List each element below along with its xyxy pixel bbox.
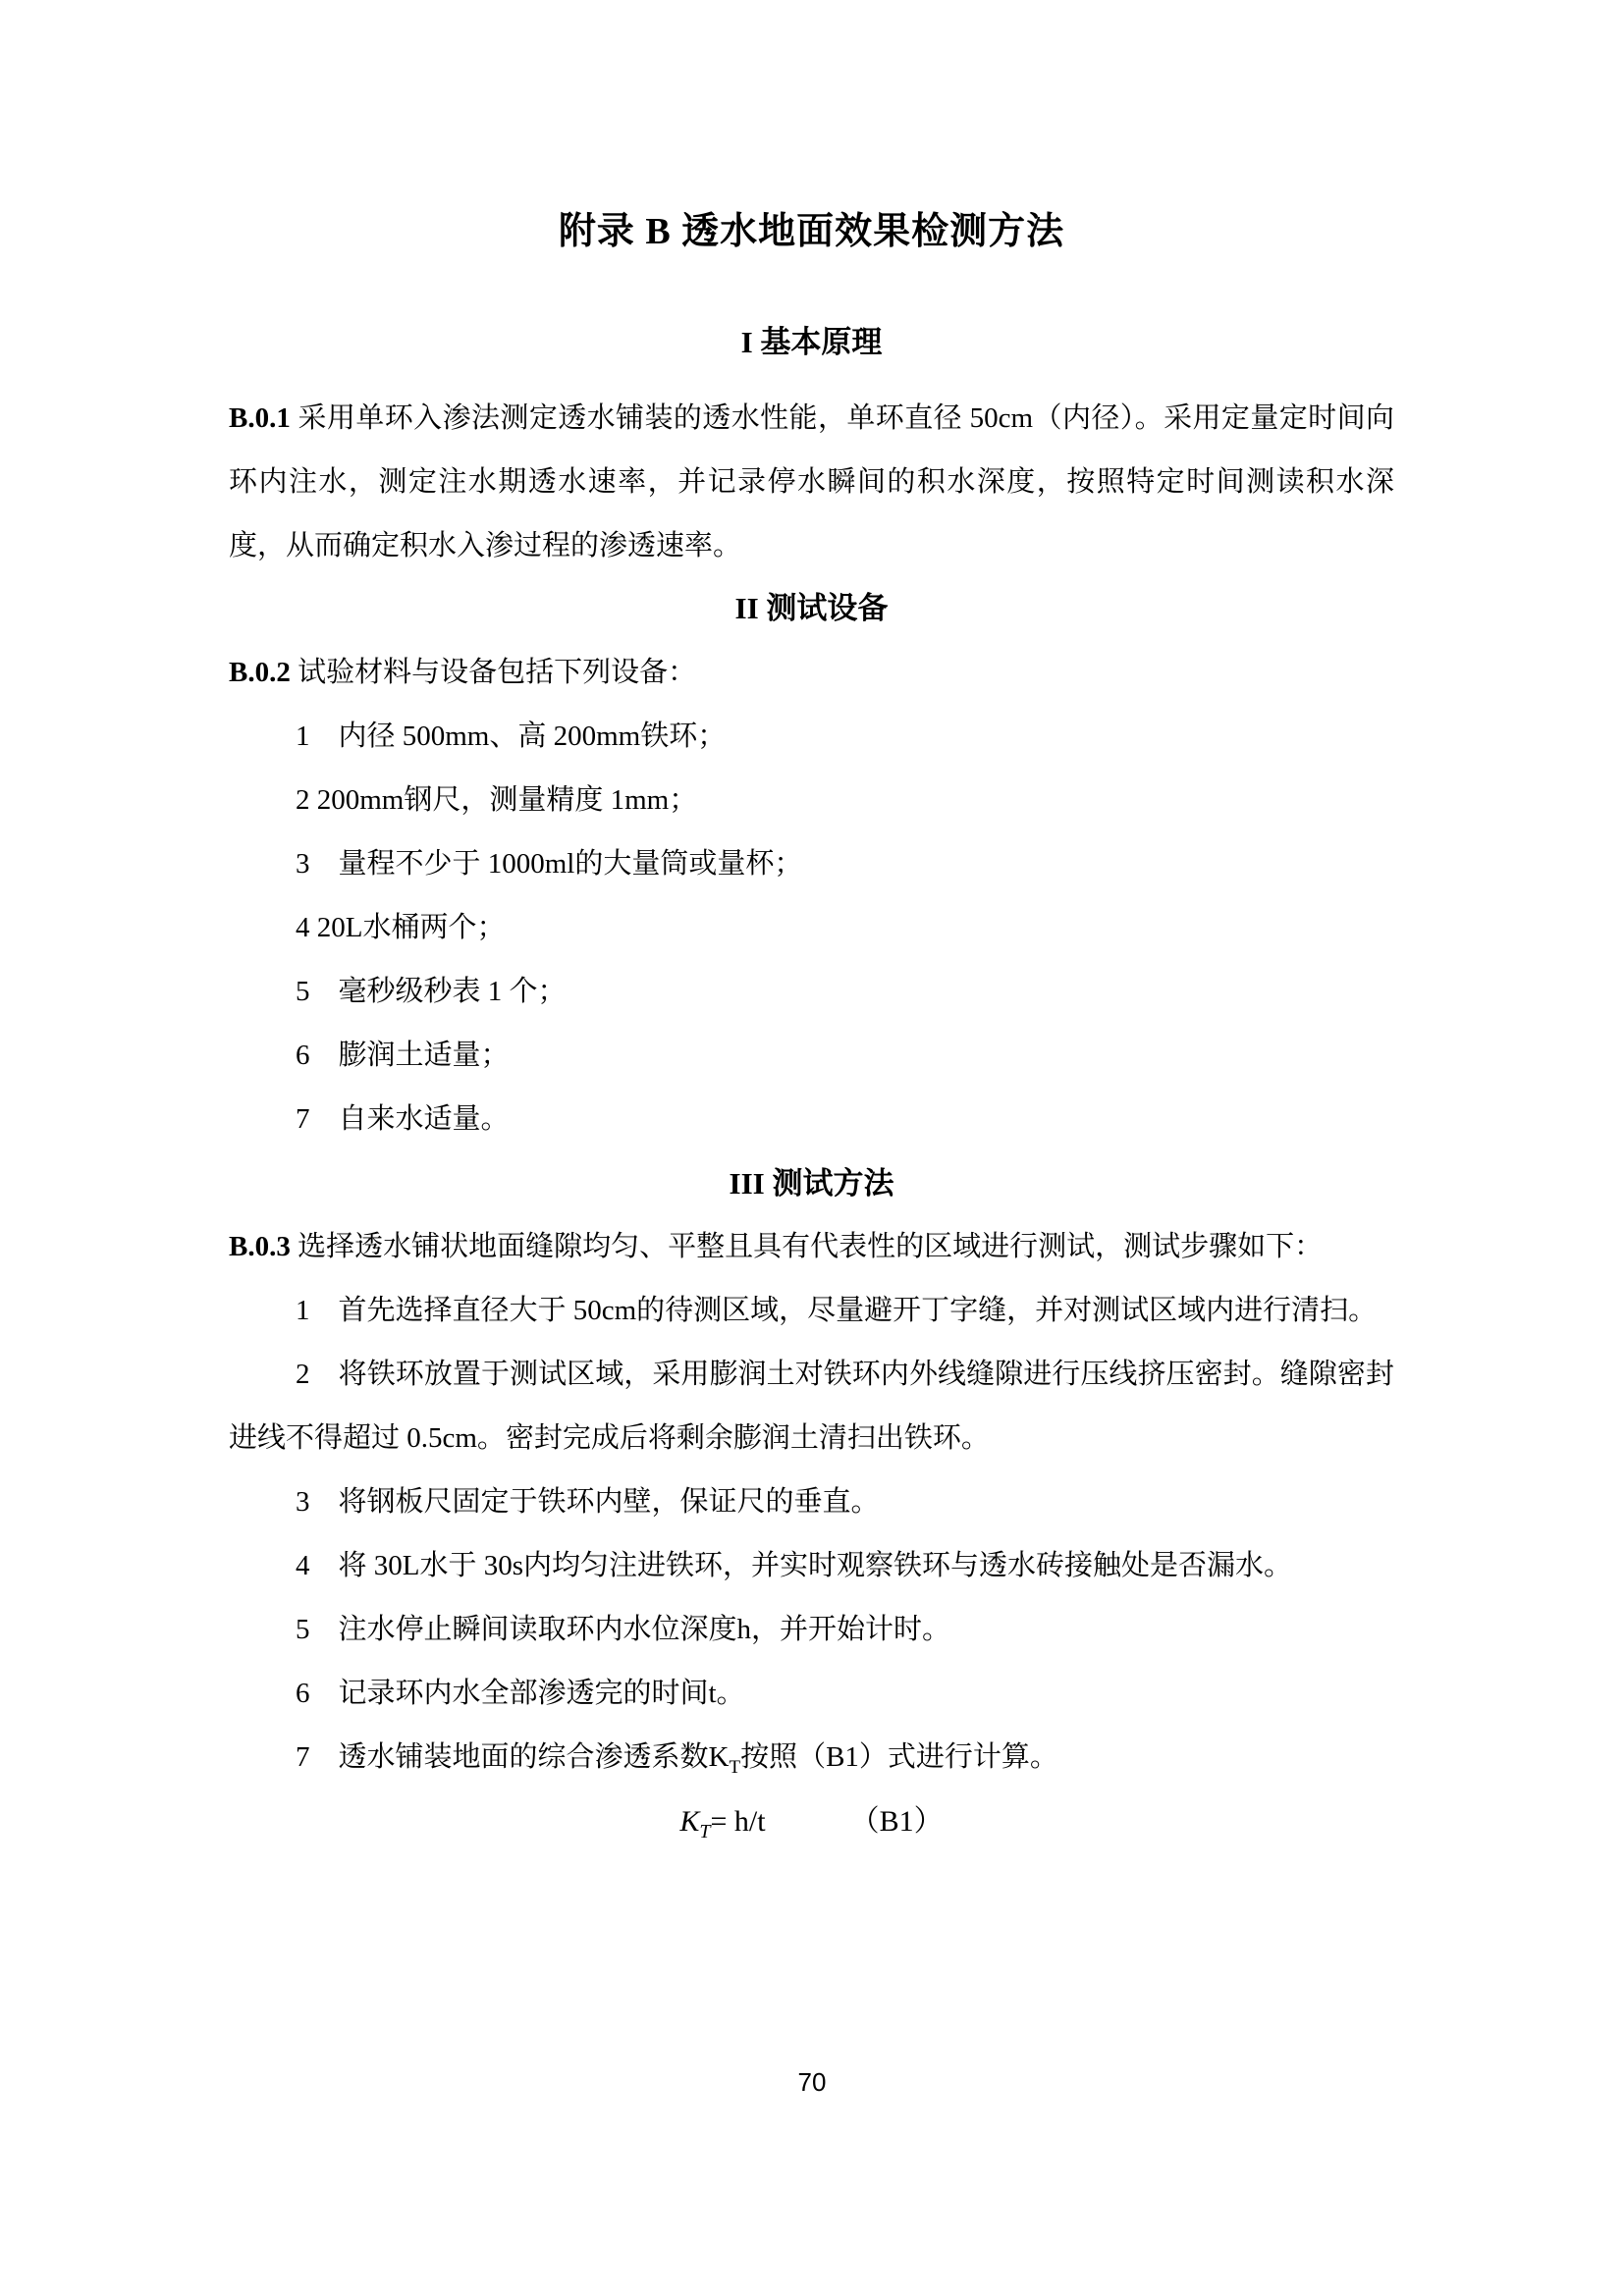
page-number: 70	[797, 2067, 827, 2097]
section-heading-test-method: III 测试方法	[729, 1166, 894, 1201]
method-step-3: 3 将钢板尺固定于铁环内壁，保证尺的垂直。	[296, 1486, 880, 1518]
clause-b02-label: B.0.2	[229, 657, 291, 688]
appendix-title: 附录 B 透水地面效果检测方法	[558, 211, 1065, 252]
section-heading-equipment: II 测试设备	[734, 591, 889, 625]
formula-variable-subscript: T	[699, 1821, 711, 1842]
clause-b01	[229, 387, 1394, 578]
equipment-item-6: 6 膨润土适量；	[296, 1040, 510, 1071]
equipment-item-4: 4 20L水桶两个；	[296, 912, 506, 943]
method-step-1: 1 首先选择直径大于 50cm的待测区域，尽量避开丁字缝，并对测试区域内进行清扫。	[296, 1295, 1378, 1326]
formula-b1	[229, 1789, 1394, 1853]
formula-expression: = h/t	[710, 1805, 766, 1838]
equipment-item-2: 2 200mm钢尺，测量精度 1mm；	[296, 784, 698, 816]
method-step-4: 4 将 30L水于 30s内均匀注进铁环，并实时观察铁环与透水砖接触处是否漏水。	[296, 1550, 1293, 1581]
clause-b01-text: 采用单环入渗法测定透水铺装的透水性能，单环直径 50cm（内径）。采用定量定时间向环内注水，测定注水期透水速率，并记录停水瞬间的积水深度，按照特定时间测读积水深度，从而确定积水入渗过程的渗透速率。	[229, 402, 1394, 561]
method-step-6: 6 记录环内水全部渗透完的时间t。	[296, 1678, 745, 1709]
clause-b03	[229, 1215, 1394, 1279]
clause-b02	[229, 641, 1394, 705]
equipment-item-7: 7 自来水适量。	[296, 1103, 510, 1135]
method-step-2: 2 将铁环放置于测试区域，采用膨润土对铁环内外线缝隙进行压线挤压密封。缝隙密封进线不得超过 0.5cm。密封完成后将剩余膨润土清扫出铁环。	[229, 1359, 1394, 1454]
method-step-5: 5 注水停止瞬间读取环内水位深度h，并开始计时。	[296, 1614, 951, 1645]
method-step-7-text-after: 按照（B1）式进行计算。	[740, 1741, 1058, 1773]
section-heading-basic-principle: I 基本原理	[740, 325, 883, 359]
equipment-item-5: 5 毫秒级秒表 1 个；	[296, 976, 567, 1007]
clause-b03-label: B.0.3	[229, 1231, 291, 1262]
clause-b01-label: B.0.1	[229, 402, 291, 434]
formula-equation-label: （B1）	[849, 1805, 944, 1838]
method-step-7-subscript: T	[729, 1756, 741, 1778]
method-step-7-text: 7 透水铺装地面的综合渗透系数K	[296, 1741, 730, 1773]
clause-b03-text: 选择透水铺状地面缝隙均匀、平整且具有代表性的区域进行测试，测试步骤如下：	[290, 1231, 1324, 1262]
clause-b02-text: 试验材料与设备包括下列设备：	[290, 657, 697, 688]
method-step-7	[229, 1726, 1394, 1789]
equipment-item-1: 1 内径 500mm、高 200mm铁环；	[296, 721, 727, 752]
formula-variable: K	[679, 1805, 700, 1838]
equipment-item-3: 3 量程不少于 1000ml的大量筒或量杯；	[296, 848, 803, 880]
